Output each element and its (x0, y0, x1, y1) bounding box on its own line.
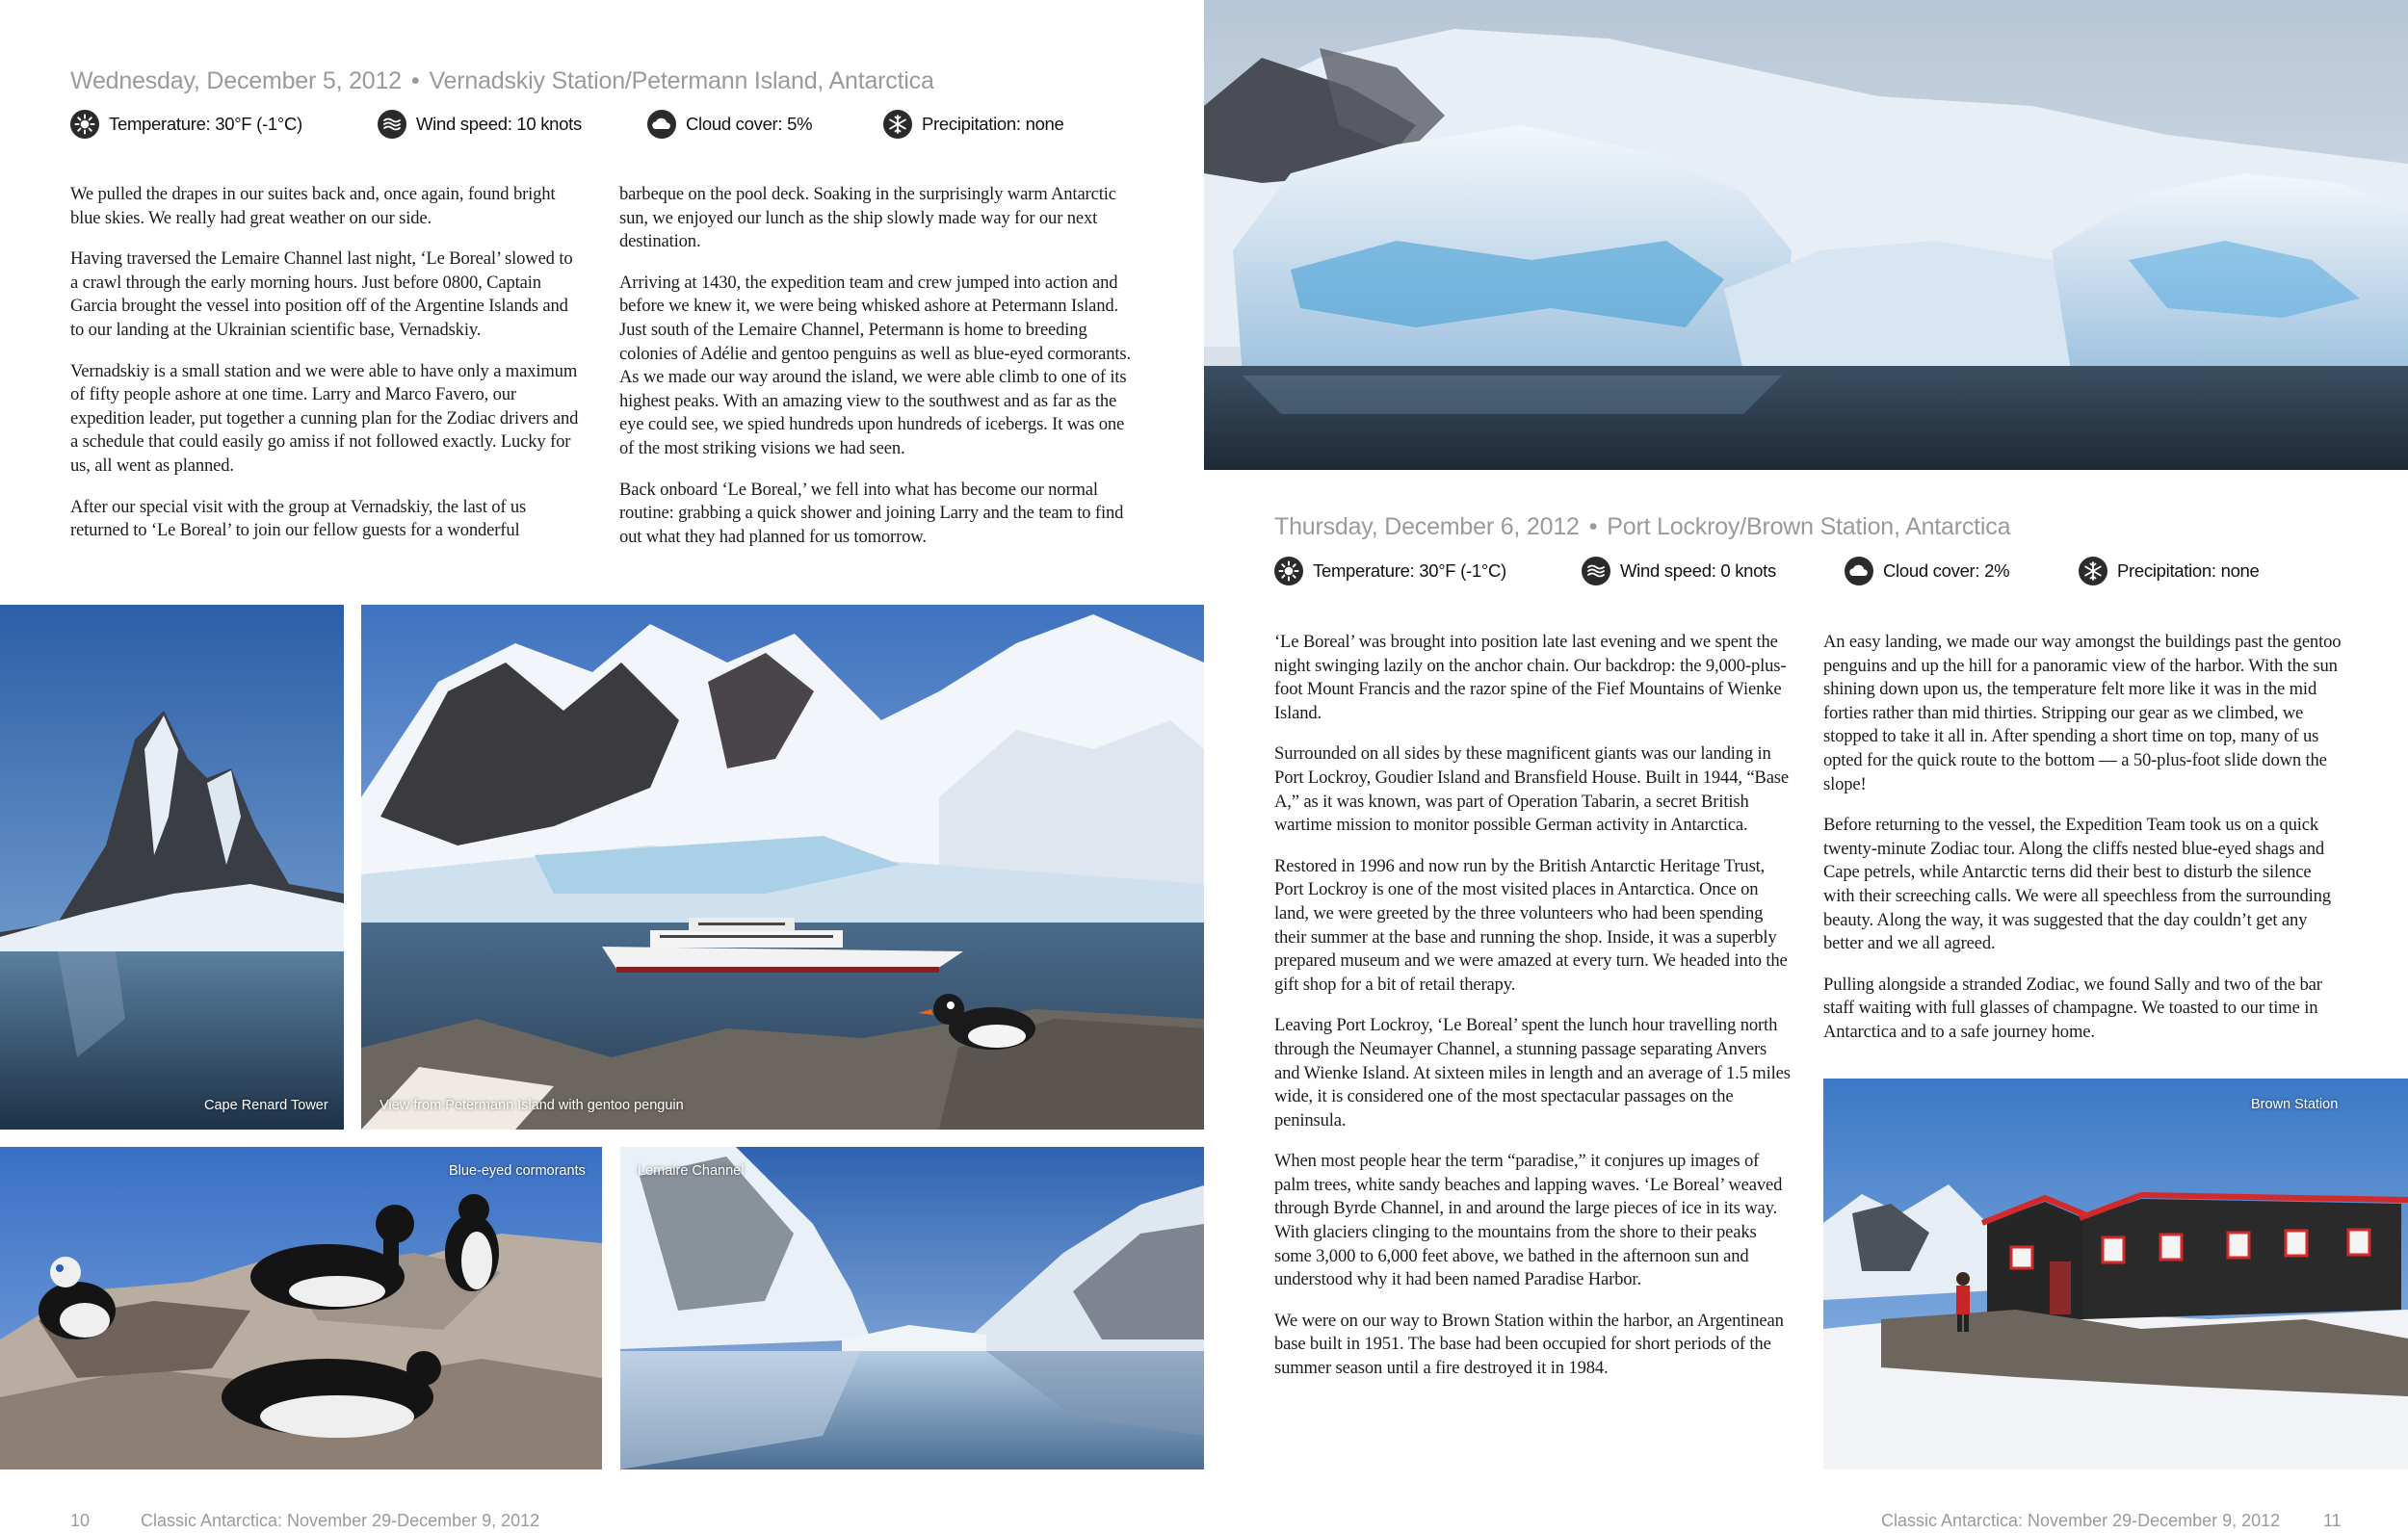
right-temperature-text: Temperature: 30°F (-1°C) (1313, 560, 1506, 581)
sun-icon (70, 110, 99, 139)
caption-petermann: View from Petermann Island with gentoo penguin (380, 1098, 684, 1113)
paragraph: We were on our way to Brown Station within the harbor, an Argentinean base built in 1951. The base had been occupied for short periods of the summer season until a fire destroyed it in 1984. (1274, 1310, 1784, 1379)
cloud-icon (647, 110, 676, 139)
paragraph: Having traversed the Lemaire Channel last night, ‘Le Boreal’ slowed to a crawl through the early morning hours. Just before 0800, Captain Garcia brought the vessel into position off of the Argentine Islands and to our landing at the Ukrainian scientific base, Vernadskiy. (70, 248, 573, 340)
photo-petermann-island (361, 605, 1204, 1130)
brown-station-building (1982, 1195, 2408, 1324)
photo-brown-station (1823, 1079, 2408, 1469)
left-heading-date: Wednesday, December 5, 2012 (70, 67, 402, 94)
snowflake-icon (2079, 557, 2107, 585)
paragraph: Surrounded on all sides by these magnificent giants was our landing in Port Lockroy, Goudier Island and Bransfield House. Built in 1944, “Base A,” as it was known, was part of Operation Tabarin, a secret British wartime mission to monitor possible German activity in Antarctica. (1274, 743, 1789, 836)
left-footer-page-number: 10 (70, 1511, 91, 1530)
wind-icon (1582, 557, 1610, 585)
right-precipitation-text: Precipitation: none (2117, 560, 2260, 581)
left-temperature-text: Temperature: 30°F (-1°C) (109, 114, 302, 134)
left-heading-location: Vernadskiy Station/Petermann Island, Antarctica (429, 67, 934, 94)
caption-cape-renard: Cape Renard Tower (204, 1098, 328, 1113)
left-precipitation (883, 110, 1064, 139)
cloud-icon (1845, 557, 1873, 585)
sun-icon (1274, 557, 1303, 585)
caption-brown-station: Brown Station (2251, 1097, 2339, 1112)
left-temperature (70, 110, 302, 139)
right-text-column-1 (1274, 631, 1794, 1398)
right-cloud (1845, 557, 2009, 585)
paragraph: An easy landing, we made our way amongst the buildings past the gentoo penguins and up the hill for a panoramic view of the harbor. With the sun shining down upon us, the temperature felt more like it was in the mid forties rather than mid thirties. Stripping our gear as we climbed, we stopped to take it all in. After spending a short time on top, many of us opted for the quick route to the bottom — a 50-plus-foot slide down the slope! (1823, 632, 2342, 794)
right-cloud-text: Cloud cover: 2% (1883, 560, 2010, 581)
paragraph: We pulled the drapes in our suites back and, once again, found bright blue skies. We really had great weather on our side. (70, 184, 556, 228)
photo-iceberg (1204, 0, 2408, 470)
right-wind (1582, 557, 1776, 585)
paragraph: Restored in 1996 and now run by the British Antarctic Heritage Trust, Port Lockroy is one of the most visited places in Antarctica. Once on land, we were greeted by the three volunteers who had been spending their summer at the base and running the shop. Inside, it was a superbly prepared museum and we were amazed at every turn. We headed into the gift shop for a bit of retail therapy. (1274, 855, 1788, 995)
left-text-column-2 (619, 183, 1139, 566)
right-text-column-2 (1823, 631, 2343, 1062)
left-cloud (647, 110, 812, 139)
left-wind (378, 110, 582, 139)
photo-cape-renard-tower (0, 605, 344, 1130)
paragraph: Before returning to the vessel, the Expedition Team took us on a quick twenty-minute Zodiac tour. Along the cliffs nested blue-eyed shags and Cape petrels, while Antarctic terns did their best to disturb the silence with their screeching calls. We were all speechless from the surrounding beauty. Along the way, it was suggested that the day couldn’t get any better and we all agreed. (1823, 815, 2331, 954)
paragraph: Pulling alongside a stranded Zodiac, we found Sally and two of the bar staff waiting with full glasses of champagne. We toasted to our time in Antarctica and to a safe journey home. (1823, 974, 2322, 1042)
paragraph: Back onboard ‘Le Boreal,’ we fell into what has become our normal routine: grabbing a quick shower and joining Larry and the team to find out what they had planned for us tomorrow. (619, 479, 1124, 547)
right-temperature (1274, 557, 1506, 585)
right-precipitation (2079, 557, 2260, 585)
paragraph: Arriving at 1430, the expedition team and crew jumped into action and before we knew it, we were being whisked ashore at Petermann Island. Just south of the Lemaire Channel, Petermann is home to breeding colonies of Adélie and gentoo penguins as well as blue-eyed cormorants. As we made our way around the island, we were able climb to one of its highest peaks. With an amazing view to the southwest and as far as the eye could see, we spied hundreds upon hundreds of icebergs. It was one of the most striking visions we had seen. (619, 272, 1132, 458)
paragraph: Leaving Port Lockroy, ‘Le Boreal’ spent the lunch hour travelling north through the Neumayer Channel, a stunning passage separating Anvers and Wienke Island. At sixteen miles in length and an average of 1.5 miles wide, it is considered one of the most spectacular passages on the peninsula. (1274, 1015, 1791, 1131)
right-heading-location: Port Lockroy/Brown Station, Antarctica (1607, 513, 2011, 540)
caption-lemaire: Lemaire Channel (638, 1163, 745, 1179)
right-heading-date: Thursday, December 6, 2012 (1274, 513, 1580, 540)
paragraph: barbeque on the pool deck. Soaking in the surprisingly warm Antarctic sun, we enjoyed our lunch as the ship slowly made way for our next destination. (619, 184, 1116, 252)
left-text-column-1 (70, 183, 581, 560)
left-day-heading (70, 67, 934, 95)
paragraph: Vernadskiy is a small station and we were able to have only a maximum of fifty people ashore at one time. Larry and Marco Favero, our expedition leader, put together a cunning plan for the Zodiac drivers and a schedule that could easily go amiss if not followed exactly. Lucky for us, all went as planned. (70, 360, 579, 476)
right-heading-bullet: • (1588, 513, 1598, 540)
right-footer-title: Classic Antarctica: November 29-December 9, 2012 (1881, 1511, 2281, 1530)
paragraph: ‘Le Boreal’ was brought into position late last evening and we spent the night swinging lazily on the anchor chain. Our backdrop: the 9,000-plus-foot Mount Francis and the razor spine of the Fief Mountains of Wienke Island. (1274, 632, 1787, 723)
left-heading-bullet: • (410, 67, 420, 94)
caption-cormorants: Blue-eyed cormorants (449, 1163, 586, 1179)
paragraph: After our special visit with the group at Vernadskiy, the last of us returned to ‘Le Boreal’ to join our fellow guests for a wonderful (70, 496, 527, 541)
left-footer-title: Classic Antarctica: November 29-December 9, 2012 (141, 1511, 540, 1530)
right-footer-page-number: 11 (2323, 1511, 2342, 1530)
wind-icon (378, 110, 406, 139)
paragraph: When most people hear the term “paradise,” it conjures up images of palm trees, white sandy beaches and lapping waves. ‘Le Boreal’ weaved through Byrde Channel, in and around the large pieces of ice in its way. With glaciers clinging to the mountains from the shore to their peaks some 3,000 to 6,000 feet above, we bathed in the afternoon sun and understood why it had been named Paradise Harbor. (1274, 1151, 1783, 1290)
left-precipitation-text: Precipitation: none (922, 114, 1064, 134)
photo-lemaire-channel (620, 1147, 1204, 1469)
snowflake-icon (883, 110, 912, 139)
left-wind-text: Wind speed: 10 knots (416, 114, 582, 134)
right-wind-text: Wind speed: 0 knots (1620, 560, 1776, 581)
photo-blue-eyed-cormorants (0, 1147, 602, 1469)
left-cloud-text: Cloud cover: 5% (686, 114, 813, 134)
right-day-heading (1274, 513, 2010, 541)
